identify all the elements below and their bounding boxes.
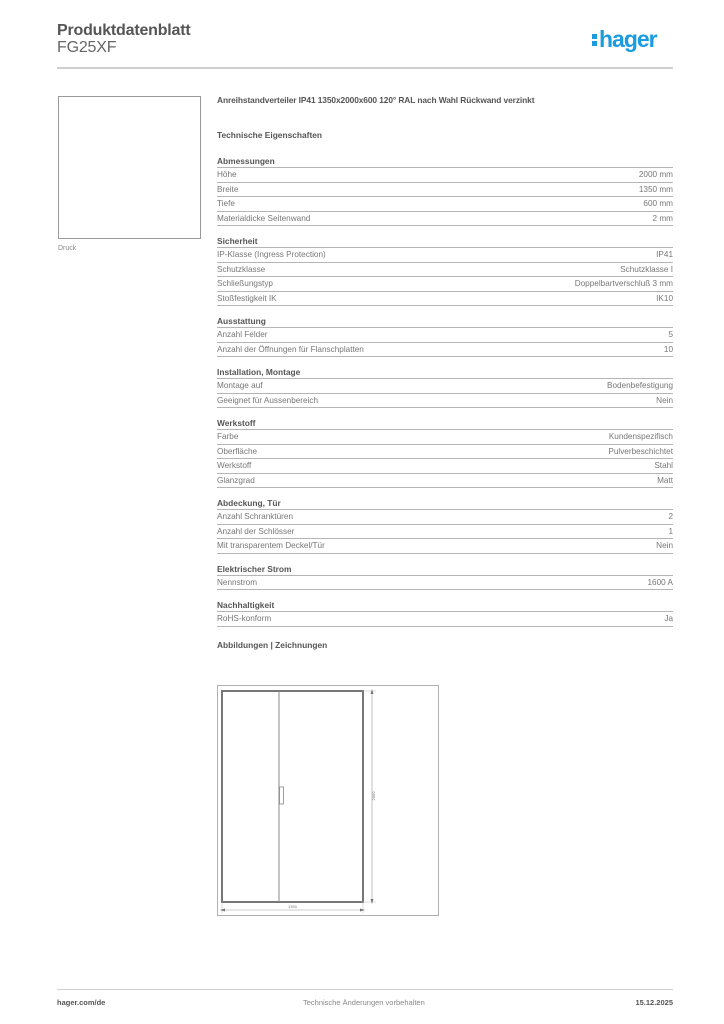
section-title: Nachhaltigkeit bbox=[217, 599, 673, 612]
spec-section bbox=[217, 315, 673, 357]
spec-section bbox=[217, 366, 673, 408]
spec-label: Schutzklasse bbox=[217, 264, 266, 274]
spec-label: Farbe bbox=[217, 432, 239, 441]
footer-website-link[interactable]: hager.com/de bbox=[57, 998, 106, 1007]
spec-value: Doppelbartverschluß 3 mm bbox=[574, 279, 673, 288]
spec-row bbox=[217, 445, 673, 460]
section-title: Sicherheit bbox=[217, 235, 673, 248]
tech-properties-heading: Technische Eigenschaften bbox=[217, 130, 323, 140]
spec-row bbox=[217, 263, 673, 278]
footer-date: 15.12.2025 bbox=[635, 998, 673, 1007]
spec-section bbox=[217, 497, 673, 554]
spec-value: 1600 A bbox=[647, 577, 673, 587]
spec-value: Nein bbox=[656, 541, 673, 550]
spec-row bbox=[217, 539, 673, 554]
hager-logo bbox=[592, 28, 657, 51]
spec-value: Kundenspezifisch bbox=[608, 432, 673, 441]
spec-row bbox=[217, 612, 673, 627]
spec-label: Anzahl Felder bbox=[217, 330, 268, 339]
spec-section bbox=[217, 599, 673, 627]
spec-label: Höhe bbox=[217, 170, 237, 179]
cabinet-drawing bbox=[218, 686, 438, 915]
section-title: Elektrischer Strom bbox=[217, 563, 673, 576]
spec-value: Matt bbox=[657, 475, 673, 485]
spec-value: Ja bbox=[664, 614, 673, 623]
spec-label: Schließungstyp bbox=[217, 279, 273, 288]
spec-row bbox=[217, 576, 673, 591]
spec-label: IP-Klasse (Ingress Protection) bbox=[217, 250, 326, 259]
header-divider bbox=[57, 67, 673, 69]
spec-row bbox=[217, 197, 673, 212]
product-code: FG25XF bbox=[57, 39, 117, 56]
spec-value: 10 bbox=[663, 344, 673, 354]
product-details bbox=[217, 95, 673, 653]
spec-label: Stoßfestigkeit IK bbox=[217, 293, 277, 303]
spec-section bbox=[217, 235, 673, 306]
spec-row bbox=[217, 379, 673, 394]
spec-value: 5 bbox=[668, 330, 673, 339]
logo-colon-icon bbox=[592, 28, 597, 48]
section-title: Ausstattung bbox=[217, 315, 673, 328]
footer-divider bbox=[57, 989, 673, 990]
spec-row bbox=[217, 168, 673, 183]
figures-heading: Abbildungen | Zeichnungen bbox=[217, 639, 328, 650]
spec-value: 1350 mm bbox=[638, 184, 673, 194]
spec-label: Tiefe bbox=[217, 199, 235, 208]
spec-label: Anzahl der Schlösser bbox=[217, 526, 295, 536]
width-dimension-label: 1350 bbox=[288, 904, 297, 909]
spec-row bbox=[217, 248, 673, 263]
height-dimension-label: 2000 bbox=[371, 791, 376, 801]
spec-section bbox=[217, 155, 673, 226]
spec-row bbox=[217, 292, 673, 307]
spec-value: 2 bbox=[668, 512, 673, 521]
spec-label: Werkstoff bbox=[217, 461, 252, 470]
spec-row bbox=[217, 525, 673, 540]
image-caption: Druck bbox=[58, 245, 77, 252]
technical-drawing bbox=[217, 685, 439, 916]
spec-label: Breite bbox=[217, 184, 239, 194]
spec-label: Geeignet für Aussenbereich bbox=[217, 395, 319, 405]
spec-value: IK10 bbox=[656, 293, 673, 303]
spec-row bbox=[217, 277, 673, 292]
door-handle-icon bbox=[280, 787, 284, 804]
spec-value: IP41 bbox=[656, 250, 673, 259]
spec-label: Materialdicke Seitenwand bbox=[217, 213, 311, 223]
spec-row bbox=[217, 212, 673, 227]
spec-label: Nennstrom bbox=[217, 577, 258, 587]
spec-value: Stahl bbox=[654, 461, 673, 470]
footer-notice: Technische Änderungen vorbehalten bbox=[303, 998, 425, 1007]
section-title: Abdeckung, Tür bbox=[217, 497, 673, 510]
product-image-placeholder bbox=[58, 96, 201, 239]
spec-label: RoHS-konform bbox=[217, 614, 272, 623]
spec-value: 2 mm bbox=[652, 213, 673, 223]
spec-label: Anzahl der Öffnungen für Flanschplatten bbox=[217, 344, 364, 354]
cabinet-outline bbox=[222, 691, 363, 902]
spec-row bbox=[217, 183, 673, 198]
spec-label: Oberfläche bbox=[217, 446, 258, 456]
spec-section bbox=[217, 417, 673, 488]
spec-value: Nein bbox=[656, 395, 673, 405]
spec-row bbox=[217, 394, 673, 409]
spec-label: Montage auf bbox=[217, 381, 263, 390]
spec-label: Anzahl Schranktüren bbox=[217, 512, 294, 521]
section-title: Abmessungen bbox=[217, 155, 673, 168]
spec-row bbox=[217, 343, 673, 358]
spec-row bbox=[217, 328, 673, 343]
spec-value: 600 mm bbox=[643, 199, 673, 208]
spec-value: 2000 mm bbox=[638, 170, 673, 179]
spec-sections bbox=[217, 155, 673, 627]
spec-section bbox=[217, 563, 673, 591]
spec-value: 1 bbox=[668, 526, 673, 536]
spec-label: Mit transparentem Deckel/Tür bbox=[217, 541, 325, 550]
spec-row bbox=[217, 430, 673, 445]
page-title: Produktdatenblatt bbox=[57, 22, 191, 39]
logo-text: hager bbox=[599, 26, 657, 52]
section-title: Installation, Montage bbox=[217, 366, 673, 379]
spec-value: Pulverbeschichtet bbox=[608, 446, 673, 456]
spec-row bbox=[217, 459, 673, 474]
spec-row bbox=[217, 510, 673, 525]
spec-value: Schutzklasse I bbox=[620, 264, 673, 274]
spec-value: Bodenbefestigung bbox=[606, 381, 673, 390]
spec-row bbox=[217, 474, 673, 489]
product-description: Anreihstandverteiler IP41 1350x2000x600 120° RAL nach Wahl Rückwand verzinkt bbox=[217, 95, 535, 105]
spec-label: Glanzgrad bbox=[217, 475, 255, 485]
section-title: Werkstoff bbox=[217, 417, 673, 430]
